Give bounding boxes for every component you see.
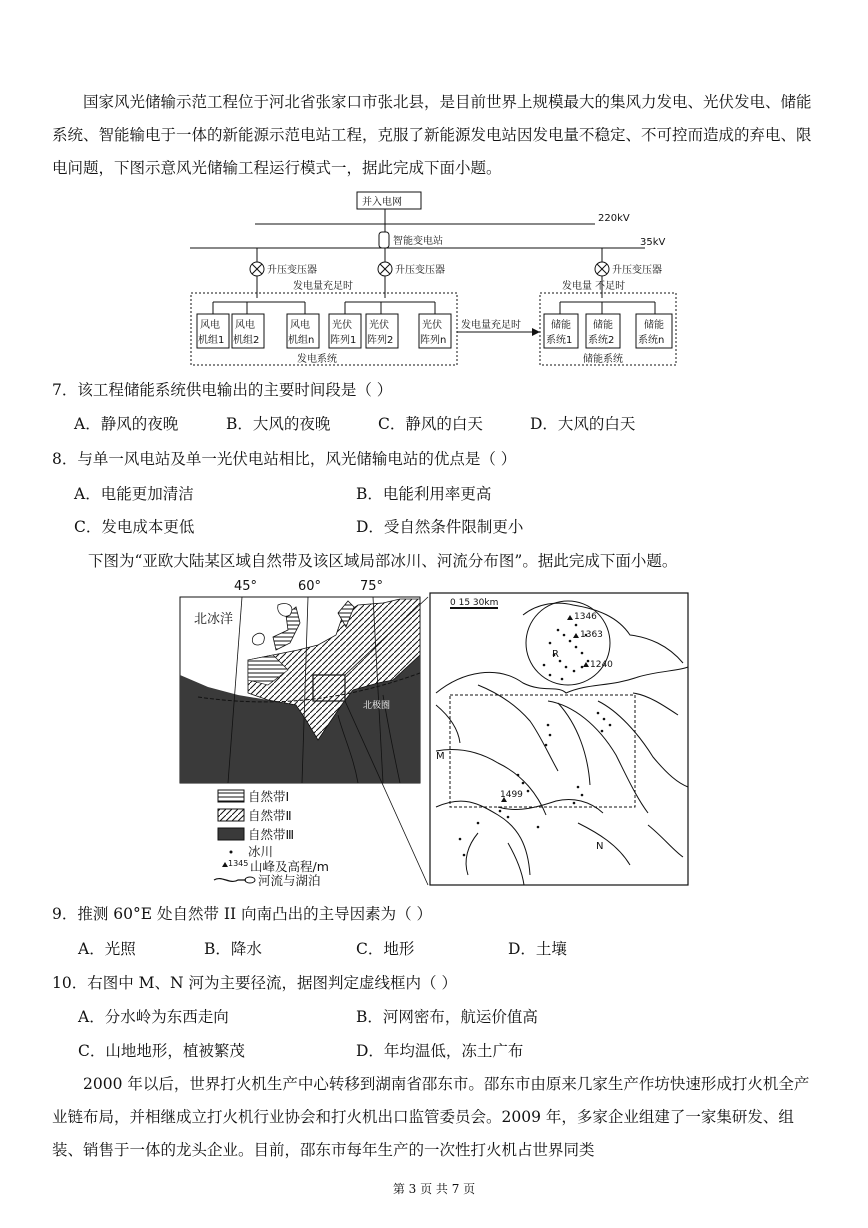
gen-unit-6-b: 阵列n: [420, 335, 447, 346]
gen-system-label: 发电系统: [297, 354, 337, 365]
gen-unit-5-b: 阵列2: [367, 335, 394, 346]
storage-unit-2-b: 系统2: [588, 335, 615, 346]
gen-unit-1-a: 风电: [200, 320, 220, 331]
arctic-circle-label: 北极圈: [363, 701, 391, 711]
legend-zone-3: 自然带Ⅲ: [248, 827, 295, 842]
gen-unit-2-b: 机组2: [233, 335, 260, 346]
q8-option-b[interactable]: B．电能利用率更高: [356, 485, 492, 503]
label-m: M: [436, 751, 445, 762]
legend-glacier: 冰川: [248, 844, 274, 859]
left-map: [180, 597, 428, 885]
storage-system-label: 储能系统: [583, 354, 623, 365]
legend-peak-number: 1345: [228, 859, 249, 868]
q8-option-c[interactable]: C．发电成本更低: [74, 518, 195, 536]
legend-zone-2: 自然带Ⅱ: [248, 808, 292, 823]
operation-diagram: [185, 188, 685, 368]
substation-label: 智能变电站: [393, 236, 443, 247]
q7-option-c[interactable]: C．静风的白天: [378, 415, 483, 433]
q7-option-b[interactable]: B．大风的夜晚: [226, 415, 331, 433]
question-9-stem: 9．推测 60°E 处自然带 II 向南凸出的主导因素为（ ）: [52, 905, 433, 923]
gen-unit-3-b: 机组n: [288, 335, 315, 346]
q9-option-a[interactable]: A．光照: [78, 940, 136, 958]
gen-enough-label: 发电量充足时: [293, 281, 353, 292]
gen-unit-2-a: 风电: [235, 320, 255, 331]
legend-peak: 山峰及高程/m: [250, 859, 329, 874]
question-7-stem: 7．该工程储能系统供电输出的主要时间段是（ ）: [52, 381, 393, 399]
label-220kv: 220kV: [598, 213, 630, 224]
page-footer: 第 3 页 共 7 页: [392, 1182, 476, 1196]
peak-1346: 1346: [574, 612, 597, 622]
q9-option-c[interactable]: C．地形: [356, 940, 415, 958]
label-35kv: 35kV: [640, 237, 666, 248]
question-8-stem: 8．与单一风电站及单一光伏电站相比，风光储输电站的优点是（ ）: [52, 450, 517, 468]
q9-option-d[interactable]: D．土壤: [508, 940, 567, 958]
peak-1240: 1240: [590, 660, 613, 670]
q10-option-c[interactable]: C．山地地形，植被繁茂: [78, 1042, 245, 1060]
question-10-stem: 10．右图中 M、N 河为主要径流，据图判定虚线框内（ ）: [52, 974, 457, 992]
gen-unit-4-b: 阵列1: [330, 335, 357, 346]
transformer-label-3: 升压变压器: [612, 265, 662, 276]
label-n: N: [596, 841, 604, 852]
gen-unit-6-a: 光伏: [422, 320, 442, 331]
storage-unit-3-b: 系统n: [638, 335, 665, 346]
gen-unit-5-a: 光伏: [369, 320, 389, 331]
ocean-label: 北冰洋: [194, 612, 234, 627]
q8-option-a[interactable]: A．电能更加清洁: [74, 485, 194, 503]
storage-unit-3-a: 储能: [644, 320, 664, 331]
lon-60: 60°: [298, 579, 322, 594]
right-inset-map: [430, 593, 688, 885]
storage-unit-1-a: 储能: [551, 320, 571, 331]
q10-option-d[interactable]: D．年均温低，冻土广布: [356, 1042, 524, 1060]
q10-option-b[interactable]: B．河网密布，航运价值高: [356, 1008, 538, 1026]
q10-option-a[interactable]: A．分水岭为东西走向: [78, 1008, 229, 1026]
legend-zone-1: 自然带Ⅰ: [248, 789, 290, 804]
gen-unit-4-a: 光伏: [332, 320, 352, 331]
transformer-label-1: 升压变压器: [267, 265, 317, 276]
gen-short-label: 发电量 不足时: [562, 281, 626, 292]
q7-option-a[interactable]: A．静风的夜晚: [74, 415, 179, 433]
q9-option-b[interactable]: B．降水: [204, 940, 262, 958]
intro-paragraph-3: 2000 年以后，世界打火机生产中心转移到湖南省邵东市。邵东市由原来几家生产作坊快速形成打火机全产业链布局，并相继成立打火机行业协会和打火机出口监管委员会。2009 年，多家企业组建了一家集研发、组装、销售于一体的龙头企业。目前，邵东市每年生产的一次性打火机占世界同类: [52, 1075, 810, 1159]
transformer-label-2: 升压变压器: [395, 265, 445, 276]
lon-45: 45°: [234, 579, 258, 594]
peak-1499: 1499: [500, 790, 523, 800]
intro-paragraph-2: 下图为“亚欧大陆某区域自然带及该区域局部冰川、河流分布图”。据此完成下面小题。: [88, 552, 678, 570]
arrow-label: 发电量充足时: [461, 320, 521, 331]
legend-river: 河流与湖泊: [258, 873, 321, 888]
natural-zone-map: [178, 575, 692, 889]
scale-label: 0 15 30km: [450, 598, 499, 608]
lon-75: 75°: [360, 579, 384, 594]
storage-unit-2-a: 储能: [593, 320, 613, 331]
label-r: R: [552, 649, 559, 660]
gen-unit-3-a: 风电: [290, 320, 310, 331]
gen-unit-1-b: 机组1: [198, 335, 225, 346]
substation-symbol: [379, 232, 389, 248]
storage-unit-1-b: 系统1: [546, 335, 573, 346]
q8-option-d[interactable]: D．受自然条件限制更小: [356, 518, 524, 536]
grid-label: 并入电网: [362, 197, 402, 208]
peak-1363: 1363: [580, 630, 603, 640]
q7-option-d[interactable]: D．大风的白天: [530, 415, 636, 433]
intro-paragraph-1: 国家风光储输示范工程位于河北省张家口市张北县，是目前世界上规模最大的集风力发电、光伏发电、储能系统、智能输电于一体的新能源示范电站工程，克服了新能源发电站因发电量不稳定、不可控而造成的弃电、限电问题，下图示意风光储输工程运行模式一，据此完成下面小题。: [52, 93, 812, 177]
